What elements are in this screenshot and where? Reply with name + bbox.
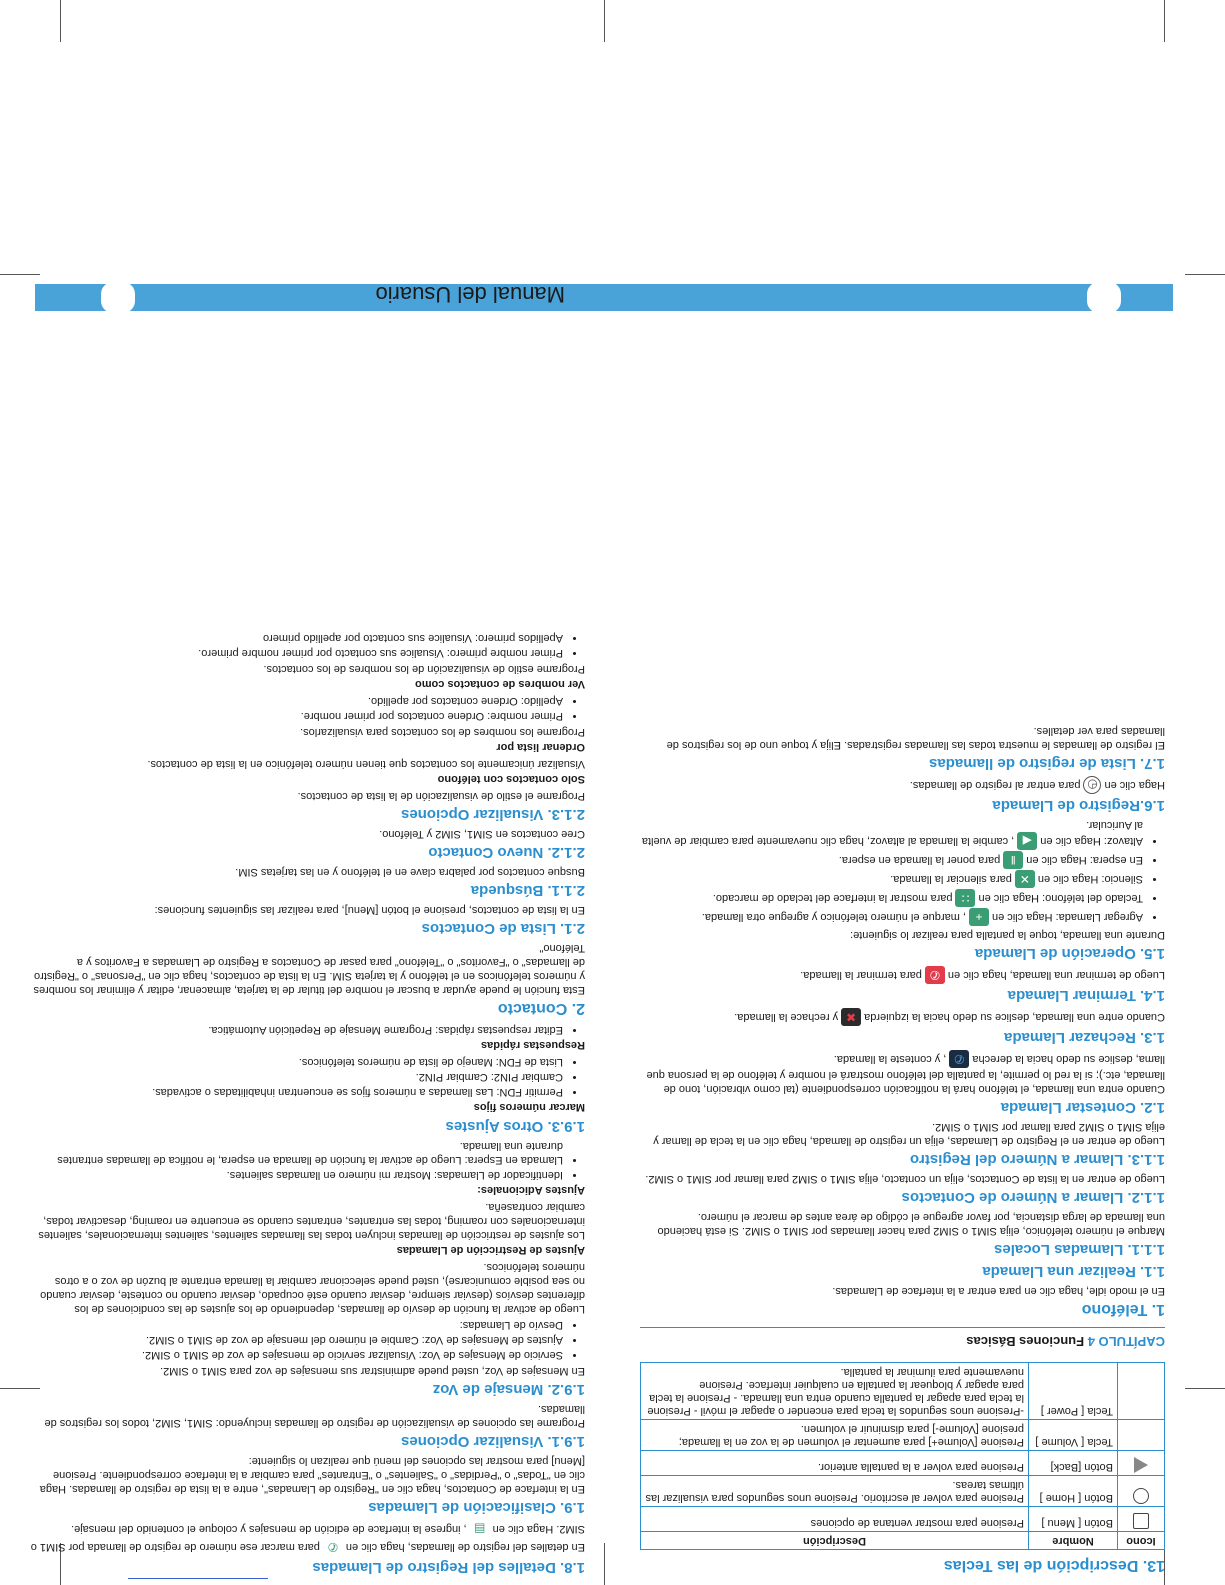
text: para mostrar la interface del teclado de marcado.: [712, 892, 953, 905]
list-item: • Primer nombre: Ordene contactos por primer nombre.: [30, 709, 563, 723]
crop-mark: [604, 0, 605, 42]
right-column: [30, 629, 585, 1580]
table-cell-icon: [1118, 1476, 1165, 1507]
header-bar: [35, 284, 1173, 311]
text: , marque el número telefónico y agregue otra llamada.: [701, 911, 966, 924]
text: Altavoz: Haga clic en: [1040, 835, 1143, 848]
list-item: • Cambiar PIN2: Cambiar PIN2.: [30, 1070, 563, 1084]
end-call-icon: ✆: [925, 966, 945, 984]
text: para poner la llamada en espera.: [838, 854, 1001, 867]
quick-replies-list: [30, 1023, 585, 1037]
chapter-title: Funciones Básicas: [966, 1334, 1085, 1349]
crop-mark: [1164, 0, 1165, 42]
paragraph: El registro de llamadas le muestra todas las llamadas registradas. Elija y toque uno de los registros de llamadas para ver detalles.: [666, 725, 1165, 751]
sort-list: [30, 694, 585, 723]
chapter-heading: [640, 1327, 1165, 1348]
header-tab-left: [1087, 282, 1121, 313]
text: Silencio: Haga clic en: [1037, 873, 1143, 886]
crop-mark: [1185, 1388, 1225, 1389]
text: En detalles del registro de llamadas, haga clic en: [345, 1541, 585, 1554]
list-item: • Ajustes de Mensajes de Voz: Cambie el número del mensaje de voz de SIM1 o SIM2.: [30, 1333, 563, 1347]
text: Haga clic en: [1104, 779, 1165, 792]
paragraph: Programe estilo de visualización de los nombres de los contactos.: [263, 663, 585, 675]
add-call-icon: +: [969, 908, 989, 926]
mute-icon: ✕: [1015, 870, 1035, 888]
list-item: [640, 870, 1143, 888]
crop-mark: [0, 274, 40, 275]
section-heading: 1.9. Clasificación de Llamadas: [368, 1499, 585, 1516]
list-item: • Apellidos primero: Visualice sus contacto por apellido primero: [30, 631, 563, 645]
list-item: • Lista de FDN: Manejo de lista de números telefónicos.: [30, 1055, 563, 1069]
table-row: [641, 1451, 1165, 1476]
chapter-label: CAPÍTULO 4: [1087, 1334, 1165, 1349]
paragraph: En el modo idle, haga clic en para entrar a la interface de Llamadas.: [832, 1285, 1165, 1297]
text: Cuando entra una llamada, el teléfono hará la notificación correspondiente (tal como vibración, tono de llamada, etc.); si la red lo permite, la pantalla del teléfono mostrará el nombre y teléfono de la persona que llama, deslice su dedo hacia la derecha: [646, 1053, 1165, 1095]
section-heading: 1.5. Operación de Llamada: [974, 945, 1165, 962]
table-cell: Botón [ Menu ]: [1029, 1507, 1118, 1532]
list-item: [640, 818, 1143, 850]
hold-icon: ‖: [1003, 851, 1023, 869]
answer-call-icon: ✆: [949, 1050, 969, 1068]
phone-icon: ✆: [323, 1538, 343, 1556]
text: , ingrese la interface de edición de mensajes y coloque el contenido del mensaje.: [71, 1523, 467, 1536]
fixed-numbers-list: [30, 1055, 585, 1099]
additional-settings-list: [30, 1139, 585, 1182]
view-names-list: [30, 631, 585, 660]
crop-mark: [604, 1543, 605, 1585]
paragraph: [30, 1520, 585, 1556]
paragraph: Los ajustes de restricción de llamadas incluyen todas las llamadas salientes, salientes internacionales, salientes internacionales con roaming, todas las entrantes, entrantes cuando se encuentre en roaming, desactivar todas, cambiar contraseña.: [38, 1201, 585, 1241]
table-row: [641, 1476, 1165, 1507]
list-item: • Primer nombre primero: Visualice sus contacto por primer nombre primero.: [30, 646, 563, 660]
list-item: • Llamada en Espera: Luego de activar la función de llamada en espera, le notifica de llamadas entrantes durante una llamada.: [30, 1139, 563, 1167]
section-heading: 2.1.2. Nuevo Contacto: [428, 844, 585, 861]
text: Agregar Llamada: Haga clic en: [991, 911, 1143, 924]
section-heading: 1.1.2. Llamar a Número de Contactos: [901, 1189, 1165, 1206]
text: , cambie la llamada al altavoz, haga clic nuevamente para cambiar de vuelta al Auricular.: [641, 819, 1143, 848]
section-heading: 1.1.1. Llamadas Locales: [994, 1241, 1165, 1258]
bold-heading: Ordenar lista por: [496, 741, 585, 753]
table-cell: Presione para volver a la pantalla anterior.: [641, 1451, 1029, 1476]
list-item: • Editar respuestas rápidas: Programe Mensaje de Repetición Automática.: [30, 1023, 563, 1037]
triangle-icon: [1134, 1457, 1148, 1473]
keys-table: [640, 1362, 1165, 1550]
paragraph: Programe los nombres de los contactos para visualizarlos.: [300, 726, 585, 738]
keys-title: 13. Descripción de las Teclas: [943, 1557, 1165, 1574]
table-row: [641, 1363, 1165, 1420]
section-heading: 1.6.Registro de Llamada: [992, 797, 1165, 814]
table-cell-icon: [1118, 1363, 1165, 1420]
bold-heading: Ajustes de Restricción de Llamadas: [396, 1244, 585, 1256]
paragraph: Cree contactos en SIM1, SIM2 y Teléfono.: [379, 828, 585, 840]
section-heading: 1.9.1. Visualizar Opciones: [401, 1433, 585, 1450]
table-cell-icon: [1118, 1420, 1165, 1451]
text: En espera: Haga clic en: [1026, 854, 1143, 867]
manual-title: Manual del Usuario: [375, 282, 565, 307]
list-item: • Apellido: Ordene contactos por apellido.: [30, 694, 563, 708]
text: , y conteste la llamada.: [833, 1053, 947, 1066]
crop-mark: [1185, 274, 1225, 275]
square-icon: [1133, 1513, 1149, 1529]
paragraph: En la interface de Contactos, haga clic en "Registro de Llamadas", entre a la lista de registro de llamadas. Haga clic en "Todas" o "Perdidas" o "Salientes" o "Entrantes" para cambiar a la interface correspondiente. Presione [Menu] para mostrar las opciones del menú que realizan lo siguiente:: [39, 1455, 585, 1495]
paragraph: Esta función le puede ayudar a buscar el nombre del titular de la tarjeta, almacenar, editar y eliminar los nombres y números telefónicos en el teléfono y la tarjeta SIM. En la lista de contactos, haga clic en "Personas" o "Registro de llamadas" o "Favoritos" o "Teléfono" para pasar de Contactos a Registro de Llamadas a Favoritos y a Teléfono": [33, 942, 585, 996]
paragraph: En Mensajes de Voz, usted puede administrar sus mensajes de voz para SIM1 o SIM2.: [160, 1365, 585, 1377]
table-cell: Presione para mostrar ventana de opciones: [641, 1507, 1029, 1532]
operation-list: [640, 818, 1165, 926]
paragraph: Durante una llamada, toque la pantalla para realizar lo siguiente:: [850, 929, 1165, 941]
paragraph: En la lista de contactos, presione el botón [Menu], para realizar las siguientes funciones:: [154, 904, 585, 916]
paragraph: Programe las opciones de visualización de registro de llamadas incluyendo: SIM1, SIM2, todos los registros de llamadas.: [44, 1403, 585, 1429]
table-cell-icon: [1118, 1507, 1165, 1532]
section-heading: 2. Contacto: [497, 1000, 585, 1017]
section-heading: 1.9.3. Otros Ajustes: [445, 1118, 585, 1135]
text: y rechace la llamada.: [734, 1011, 839, 1024]
text: para terminar la llamada.: [800, 969, 922, 982]
section-heading: 2.1.3. Visualizar Opciones: [401, 806, 585, 823]
clock-icon: ◴: [1083, 776, 1101, 794]
message-icon: ▤: [470, 1520, 490, 1538]
text: para marcar ese número de registro de llamada por SIM1 o SIM2. Haga clic en: [30, 1523, 585, 1554]
table-row: [641, 1420, 1165, 1451]
text: Luego de terminar una llamada, haga clic en: [947, 969, 1165, 982]
section-heading: 1.2. Contestar Llamada: [1000, 1099, 1165, 1116]
paragraph: Busque contactos por palabra clave en el teléfono y en las tarjetas SIM.: [235, 866, 585, 878]
table-cell: Presione para volver al escritorio. Presione unos segundos para visualizar las últimas tareas.: [641, 1476, 1029, 1507]
table-header: Icono: [1118, 1532, 1165, 1550]
paragraph: [640, 1050, 1165, 1096]
table-cell: Presione [Volume+] para aumentar el volumen de la voz en la llamada; presione [Volume-] para disminuir el volumen.: [641, 1420, 1029, 1451]
paragraph: [640, 1008, 1165, 1026]
section-heading: 1.1. Realizar una Llamada: [982, 1263, 1165, 1280]
text: Cuando entre una llamada, deslice su dedo hacia la izquierda: [864, 1011, 1165, 1024]
section-heading: 1.7. Lista de registro de llamadas: [929, 755, 1165, 772]
section-heading: 2.1. Lista de Contactos: [421, 920, 585, 937]
list-item: • Servicio de Mensajes de Voz: Visualizar servicio de mensajes de voz de SIM1 o SIM2.: [30, 1348, 563, 1362]
header-tab-right: [101, 282, 135, 313]
table-header: Nombre: [1029, 1532, 1118, 1550]
crop-mark: [60, 0, 61, 42]
paragraph: [640, 966, 1165, 984]
table-header: Descripción: [641, 1532, 1029, 1550]
circle-icon: [1133, 1488, 1149, 1504]
section-heading: 1.8. Detalles del Registro de Llamadas: [312, 1559, 585, 1576]
paragraph: Luego de activar la función de desvío de llamadas, dependiendo de los ajustes de las condiciones de los diferentes desvíos (desviar siempre, desviar cuando esté ocupado, desviar cuando no conteste, desviar cuando no sea posible comunicarse), usted puede seleccionar cambiar la llamada entrante al buzón de voz o a otros números telefónicos.: [40, 1261, 585, 1315]
dialpad-icon: ∷: [956, 889, 976, 907]
table-cell-icon: [1118, 1451, 1165, 1476]
section-heading: 1.9.2. Mensaje de Voz: [432, 1381, 585, 1398]
list-item: [640, 889, 1143, 907]
text: Teclado del teléfono: Haga clic en: [978, 892, 1143, 905]
paragraph: Programe el estilo de visualización de la lista de contactos.: [297, 790, 585, 802]
paragraph: Luego de entrar en la lista de Contactos, elija un contacto, elija SIM1 o SIM2 para llamar por SIM1 o SIM2.: [645, 1173, 1165, 1185]
list-item: [640, 908, 1143, 926]
table-row: [641, 1507, 1165, 1532]
bold-heading: Marcar números fijos: [473, 1101, 585, 1113]
table-cell: Botón [ Home ]: [1029, 1476, 1118, 1507]
text: para silenciar la llamada.: [890, 873, 1012, 886]
table-cell: Tecla [ Power ]: [1029, 1363, 1118, 1420]
table-cell: Tecla [ Volume ]: [1029, 1420, 1118, 1451]
section-heading: 1.3. Rechazar Llamada: [1004, 1029, 1165, 1046]
list-item: [640, 851, 1143, 869]
left-column: [640, 722, 1165, 1580]
table-cell: -Presione unos segundos la tecla para encender o apagar el móvil - Presione la tecla para apagar la pantalla cuando entra una llamada. - Presione la tecla para apagar y bloquear la pantalla en cualquier interface. Presione nuevamente para iluminar la pantalla.: [641, 1363, 1029, 1420]
section-heading: 1. Teléfono: [1081, 1301, 1165, 1318]
paragraph: Marque el número telefónico, elija SIM1 o SIM2 para hacer llamadas por SIM1 o SIM2. Si está haciendo una llamada de larga distancia, por favor agregue el código de área antes de marcar el número.: [657, 1211, 1165, 1237]
paragraph: [640, 776, 1165, 794]
paragraph: Luego de entrar en el Registro de Llamadas, elija un registro de llamada, haga clic en la tecla de llamar y elija SIM1 o SIM2 para llamar por SIM1 o SIM2.: [653, 1121, 1165, 1147]
section-heading: 1.4. Terminar Llamada: [1007, 987, 1165, 1004]
section-heading: 2.1.1. Búsqueda: [470, 882, 585, 899]
reject-call-icon: ✖: [841, 1008, 861, 1026]
voicemail-list: [30, 1318, 585, 1362]
list-item: • Permitir FDN: Las llamadas a números fijos se encuentran inhabilitadas o activadas.: [30, 1085, 563, 1099]
bold-heading: Solo contactos con teléfono: [437, 773, 585, 785]
table-cell: Botón [Back]: [1029, 1451, 1118, 1476]
section-heading: 1.1.3. Llamar a Número del Registro: [909, 1151, 1165, 1168]
paragraph: Visualizar únicamente los contactos que tienen número telefónico en la lista de contactos.: [147, 758, 585, 770]
list-item: • Identificador de Llamadas: Mostrar mi número en llamadas salientes.: [30, 1168, 563, 1182]
bold-heading: Ver nombres de contactos como: [415, 678, 585, 690]
bold-heading: Ajustes Adicionales:: [477, 1184, 585, 1196]
list-item: • Desvío de Llamadas:: [30, 1318, 563, 1332]
bold-heading: Respuestas rápidas: [481, 1039, 585, 1051]
speaker-icon: ◀: [1017, 832, 1037, 850]
text: para entrar al registro de llamadas.: [909, 779, 1081, 792]
